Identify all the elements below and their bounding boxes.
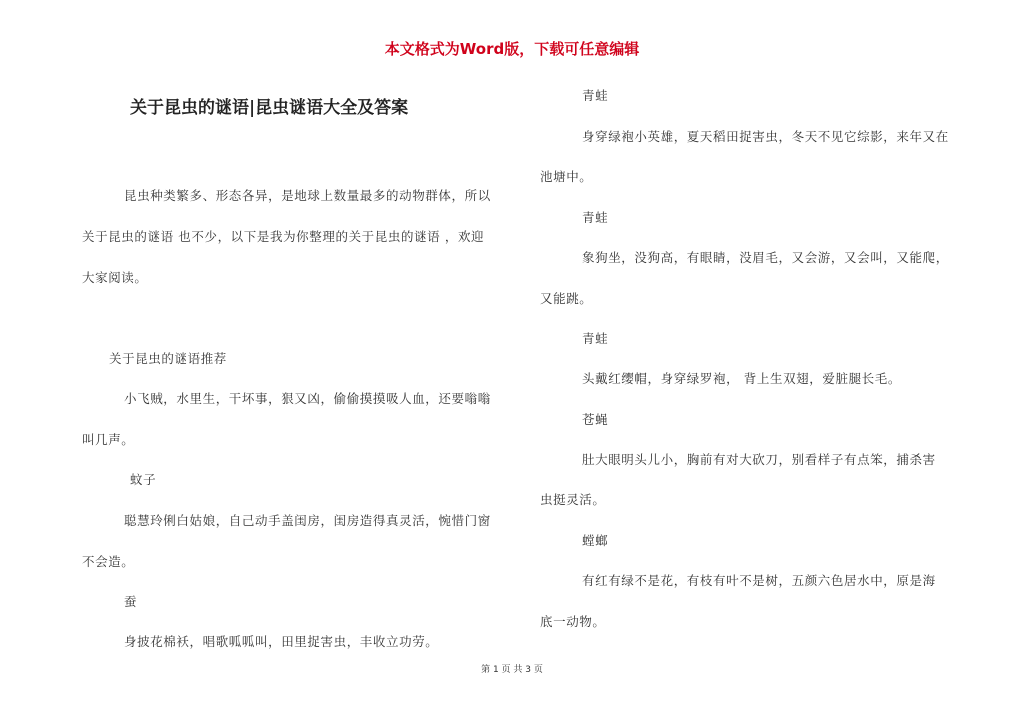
riddle-text: 肚大眼明头儿小，胸前有对大砍刀，别看样子有点笨，捕杀害: [582, 452, 936, 467]
riddle-text: 聪慧玲俐白姑娘，自己动手盖闺房，闺房造得真灵活，惋惜门窗: [124, 513, 491, 528]
riddle-answer: 青蛙: [582, 210, 609, 225]
document-title: 关于昆虫的谜语|昆虫谜语大全及答案: [130, 98, 409, 118]
riddle-answer: 青蛙: [582, 331, 609, 346]
riddle-answer: 苍蝇: [582, 412, 609, 427]
riddle-text: 有红有绿不是花，有枝有叶不是树，五颜六色居水中，原是海: [582, 573, 936, 588]
paragraph-line: 关于昆虫的谜语 也不少，以下是我为你整理的关于昆虫的谜语 ，欢迎: [82, 229, 485, 244]
paragraph-line: 昆虫种类繁多、形态各异，是地球上数量最多的动物群体，所以: [124, 188, 491, 203]
riddle-text: 不会造。: [82, 554, 135, 569]
riddle-text: 象狗坐，没狗高，有眼睛，没眉毛，又会游，又会叫，又能爬，: [582, 250, 949, 265]
riddle-answer: 蚊子: [130, 472, 157, 487]
edit-banner: 本文格式为Word版，下载可任意编辑: [384, 40, 640, 58]
page-number: 第 1 页 共 3 页: [481, 665, 543, 675]
riddle-answer: 螳螂: [582, 533, 609, 548]
riddle-text: 身披花棉袄，唱歌呱呱叫，田里捉害虫，丰收立功劳。: [124, 634, 439, 649]
riddle-answer: 青蛙: [582, 88, 609, 103]
riddle-text: 池塘中。: [540, 169, 593, 184]
riddle-answer: 蚕: [124, 594, 138, 609]
riddle-text: 虫挺灵活。: [540, 492, 606, 507]
riddle-text: 小飞贼，水里生，干坏事，狠又凶，偷偷摸摸吸人血，还要嗡嗡: [124, 391, 491, 406]
riddle-text: 头戴红缨帽，身穿绿罗袍， 背上生双翅，爱脏腿长毛。: [582, 371, 901, 386]
riddle-text: 又能跳。: [540, 291, 593, 306]
section-heading: 关于昆虫的谜语推荐: [109, 351, 227, 366]
riddle-text: 叫几声。: [82, 432, 135, 447]
paragraph-line: 大家阅读。: [82, 270, 148, 285]
riddle-text: 身穿绿袍小英雄，夏天稻田捉害虫，冬天不见它综影，来年又在: [582, 129, 949, 144]
riddle-text: 底一动物。: [540, 614, 606, 629]
